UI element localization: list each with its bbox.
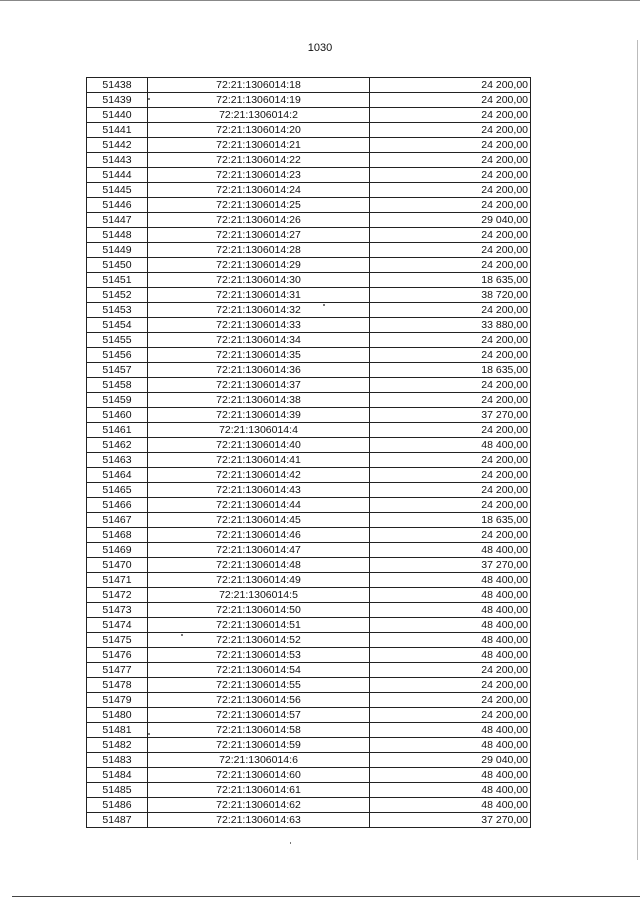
amount-value: 48 400,00 <box>370 543 531 558</box>
row-number: 51477 <box>87 663 148 678</box>
row-number: 51466 <box>87 498 148 513</box>
table-row <box>87 633 531 648</box>
row-number: 51487 <box>87 813 148 828</box>
cadastral-number: 72:21:1306014:31 <box>148 288 370 303</box>
cadastral-number: 72:21:1306014:63 <box>148 813 370 828</box>
row-number: 51463 <box>87 453 148 468</box>
table-row <box>87 333 531 348</box>
cadastral-number: 72:21:1306014:27 <box>148 228 370 243</box>
table-row <box>87 453 531 468</box>
scan-right-edge <box>637 40 638 860</box>
row-number: 51442 <box>87 138 148 153</box>
row-number: 51451 <box>87 273 148 288</box>
amount-value: 24 200,00 <box>370 348 531 363</box>
scan-top-edge <box>0 0 640 1</box>
table-row <box>87 78 531 93</box>
cadastral-number: 72:21:1306014:42 <box>148 468 370 483</box>
table-body <box>87 78 531 828</box>
table-row <box>87 558 531 573</box>
row-number: 51482 <box>87 738 148 753</box>
table-row <box>87 738 531 753</box>
row-number: 51464 <box>87 468 148 483</box>
cadastral-number: 72:21:1306014:34 <box>148 333 370 348</box>
amount-value: 29 040,00 <box>370 753 531 768</box>
amount-value: 24 200,00 <box>370 453 531 468</box>
row-number: 51460 <box>87 408 148 423</box>
amount-value: 24 200,00 <box>370 393 531 408</box>
row-number: 51440 <box>87 108 148 123</box>
amount-value: 24 200,00 <box>370 468 531 483</box>
table-row <box>87 723 531 738</box>
scan-speck <box>290 842 291 844</box>
cadastral-number: 72:21:1306014:29 <box>148 258 370 273</box>
cadastral-number: 72:21:1306014:33 <box>148 318 370 333</box>
amount-value: 24 200,00 <box>370 228 531 243</box>
amount-value: 24 200,00 <box>370 678 531 693</box>
amount-value: 24 200,00 <box>370 123 531 138</box>
cadastral-number: 72:21:1306014:5 <box>148 588 370 603</box>
table-row <box>87 528 531 543</box>
cadastral-number: 72:21:1306014:59 <box>148 738 370 753</box>
cadastral-number: 72:21:1306014:52 <box>148 633 370 648</box>
row-number: 51465 <box>87 483 148 498</box>
cadastral-number: 72:21:1306014:48 <box>148 558 370 573</box>
amount-value: 48 400,00 <box>370 648 531 663</box>
scan-bottom-edge <box>12 896 640 897</box>
row-number: 51485 <box>87 783 148 798</box>
cadastral-number: 72:21:1306014:49 <box>148 573 370 588</box>
cadastral-number: 72:21:1306014:36 <box>148 363 370 378</box>
row-number: 51445 <box>87 183 148 198</box>
table-row <box>87 513 531 528</box>
amount-value: 24 200,00 <box>370 138 531 153</box>
amount-value: 24 200,00 <box>370 93 531 108</box>
table-row <box>87 288 531 303</box>
row-number: 51475 <box>87 633 148 648</box>
row-number: 51452 <box>87 288 148 303</box>
table-row <box>87 123 531 138</box>
table-row <box>87 423 531 438</box>
amount-value: 24 200,00 <box>370 243 531 258</box>
row-number: 51455 <box>87 333 148 348</box>
amount-value: 48 400,00 <box>370 438 531 453</box>
cadastral-number: 72:21:1306014:60 <box>148 768 370 783</box>
amount-value: 24 200,00 <box>370 708 531 723</box>
row-number: 51473 <box>87 603 148 618</box>
table-row <box>87 648 531 663</box>
table-row <box>87 378 531 393</box>
cadastral-number: 72:21:1306014:41 <box>148 453 370 468</box>
cadastral-number: 72:21:1306014:55 <box>148 678 370 693</box>
row-number: 51471 <box>87 573 148 588</box>
amount-value: 48 400,00 <box>370 573 531 588</box>
row-number: 51456 <box>87 348 148 363</box>
row-number: 51484 <box>87 768 148 783</box>
scan-speck <box>323 304 325 306</box>
amount-value: 48 400,00 <box>370 618 531 633</box>
amount-value: 37 270,00 <box>370 813 531 828</box>
row-number: 51468 <box>87 528 148 543</box>
row-number: 51478 <box>87 678 148 693</box>
row-number: 51439 <box>87 93 148 108</box>
cadastral-number: 72:21:1306014:28 <box>148 243 370 258</box>
row-number: 51479 <box>87 693 148 708</box>
amount-value: 24 200,00 <box>370 153 531 168</box>
table-row <box>87 483 531 498</box>
cadastral-number: 72:21:1306014:6 <box>148 753 370 768</box>
cadastral-number: 72:21:1306014:39 <box>148 408 370 423</box>
table-row <box>87 498 531 513</box>
amount-value: 24 200,00 <box>370 198 531 213</box>
amount-value: 18 635,00 <box>370 273 531 288</box>
row-number: 51469 <box>87 543 148 558</box>
amount-value: 24 200,00 <box>370 663 531 678</box>
table-row <box>87 438 531 453</box>
cadastral-number: 72:21:1306014:37 <box>148 378 370 393</box>
table-row <box>87 543 531 558</box>
amount-value: 24 200,00 <box>370 498 531 513</box>
amount-value: 24 200,00 <box>370 303 531 318</box>
cadastral-number: 72:21:1306014:38 <box>148 393 370 408</box>
amount-value: 37 270,00 <box>370 558 531 573</box>
row-number: 51444 <box>87 168 148 183</box>
amount-value: 18 635,00 <box>370 513 531 528</box>
row-number: 51447 <box>87 213 148 228</box>
row-number: 51458 <box>87 378 148 393</box>
table-row <box>87 93 531 108</box>
table-row <box>87 678 531 693</box>
amount-value: 24 200,00 <box>370 183 531 198</box>
amount-value: 33 880,00 <box>370 318 531 333</box>
row-number: 51474 <box>87 618 148 633</box>
row-number: 51467 <box>87 513 148 528</box>
scan-speck <box>181 634 183 636</box>
row-number: 51481 <box>87 723 148 738</box>
row-number: 51438 <box>87 78 148 93</box>
cadastral-number: 72:21:1306014:24 <box>148 183 370 198</box>
table-row <box>87 138 531 153</box>
table-row <box>87 693 531 708</box>
cadastral-number: 72:21:1306014:43 <box>148 483 370 498</box>
table-row <box>87 468 531 483</box>
table-row <box>87 243 531 258</box>
table-row <box>87 393 531 408</box>
amount-value: 29 040,00 <box>370 213 531 228</box>
amount-value: 24 200,00 <box>370 693 531 708</box>
cadastral-number: 72:21:1306014:32 <box>148 303 370 318</box>
cadastral-number: 72:21:1306014:61 <box>148 783 370 798</box>
scan-speck <box>148 733 150 735</box>
cadastral-number: 72:21:1306014:51 <box>148 618 370 633</box>
row-number: 51476 <box>87 648 148 663</box>
amount-value: 48 400,00 <box>370 588 531 603</box>
cadastral-number: 72:21:1306014:26 <box>148 213 370 228</box>
row-number: 51459 <box>87 393 148 408</box>
table-row <box>87 273 531 288</box>
amount-value: 48 400,00 <box>370 783 531 798</box>
amount-value: 24 200,00 <box>370 108 531 123</box>
row-number: 51483 <box>87 753 148 768</box>
cadastral-number: 72:21:1306014:57 <box>148 708 370 723</box>
amount-value: 24 200,00 <box>370 333 531 348</box>
table-row <box>87 768 531 783</box>
cadastral-number: 72:21:1306014:2 <box>148 108 370 123</box>
table-row <box>87 108 531 123</box>
row-number: 51453 <box>87 303 148 318</box>
amount-value: 48 400,00 <box>370 723 531 738</box>
table-row <box>87 573 531 588</box>
table-row <box>87 168 531 183</box>
cadastral-number: 72:21:1306014:46 <box>148 528 370 543</box>
cadastral-number: 72:21:1306014:56 <box>148 693 370 708</box>
cadastral-number: 72:21:1306014:18 <box>148 78 370 93</box>
cadastral-number: 72:21:1306014:21 <box>148 138 370 153</box>
row-number: 51470 <box>87 558 148 573</box>
row-number: 51449 <box>87 243 148 258</box>
table-row <box>87 228 531 243</box>
amount-value: 24 200,00 <box>370 483 531 498</box>
table-row <box>87 603 531 618</box>
row-number: 51472 <box>87 588 148 603</box>
cadastral-number: 72:21:1306014:53 <box>148 648 370 663</box>
cadastral-number: 72:21:1306014:50 <box>148 603 370 618</box>
amount-value: 38 720,00 <box>370 288 531 303</box>
table-row <box>87 663 531 678</box>
amount-value: 24 200,00 <box>370 78 531 93</box>
amount-value: 24 200,00 <box>370 168 531 183</box>
row-number: 51454 <box>87 318 148 333</box>
amount-value: 48 400,00 <box>370 768 531 783</box>
table-row <box>87 183 531 198</box>
table-row <box>87 213 531 228</box>
parcel-table <box>86 77 531 828</box>
table-row <box>87 708 531 723</box>
amount-value: 24 200,00 <box>370 258 531 273</box>
cadastral-number: 72:21:1306014:22 <box>148 153 370 168</box>
table-row <box>87 198 531 213</box>
row-number: 51480 <box>87 708 148 723</box>
cadastral-number: 72:21:1306014:62 <box>148 798 370 813</box>
table-row <box>87 408 531 423</box>
cadastral-number: 72:21:1306014:45 <box>148 513 370 528</box>
table-row <box>87 798 531 813</box>
table-row <box>87 813 531 828</box>
page-number: 1030 <box>307 42 333 54</box>
table-row <box>87 153 531 168</box>
table-row <box>87 753 531 768</box>
row-number: 51443 <box>87 153 148 168</box>
table-row <box>87 363 531 378</box>
amount-value: 24 200,00 <box>370 378 531 393</box>
scan-speck <box>148 98 150 100</box>
cadastral-number: 72:21:1306014:54 <box>148 663 370 678</box>
amount-value: 37 270,00 <box>370 408 531 423</box>
row-number: 51462 <box>87 438 148 453</box>
cadastral-number: 72:21:1306014:47 <box>148 543 370 558</box>
cadastral-number: 72:21:1306014:25 <box>148 198 370 213</box>
amount-value: 48 400,00 <box>370 603 531 618</box>
cadastral-number: 72:21:1306014:35 <box>148 348 370 363</box>
amount-value: 24 200,00 <box>370 423 531 438</box>
table-row <box>87 348 531 363</box>
table-row <box>87 258 531 273</box>
row-number: 51450 <box>87 258 148 273</box>
cadastral-number: 72:21:1306014:19 <box>148 93 370 108</box>
cadastral-number: 72:21:1306014:58 <box>148 723 370 738</box>
amount-value: 24 200,00 <box>370 528 531 543</box>
cadastral-number: 72:21:1306014:44 <box>148 498 370 513</box>
table-row <box>87 618 531 633</box>
row-number: 51457 <box>87 363 148 378</box>
cadastral-number: 72:21:1306014:23 <box>148 168 370 183</box>
amount-value: 48 400,00 <box>370 738 531 753</box>
table-row <box>87 588 531 603</box>
row-number: 51446 <box>87 198 148 213</box>
cadastral-number: 72:21:1306014:30 <box>148 273 370 288</box>
cadastral-number: 72:21:1306014:4 <box>148 423 370 438</box>
amount-value: 18 635,00 <box>370 363 531 378</box>
row-number: 51461 <box>87 423 148 438</box>
amount-value: 48 400,00 <box>370 633 531 648</box>
table-row <box>87 303 531 318</box>
amount-value: 48 400,00 <box>370 798 531 813</box>
row-number: 51486 <box>87 798 148 813</box>
cadastral-number: 72:21:1306014:20 <box>148 123 370 138</box>
table-row <box>87 318 531 333</box>
row-number: 51441 <box>87 123 148 138</box>
table-row <box>87 783 531 798</box>
cadastral-number: 72:21:1306014:40 <box>148 438 370 453</box>
row-number: 51448 <box>87 228 148 243</box>
